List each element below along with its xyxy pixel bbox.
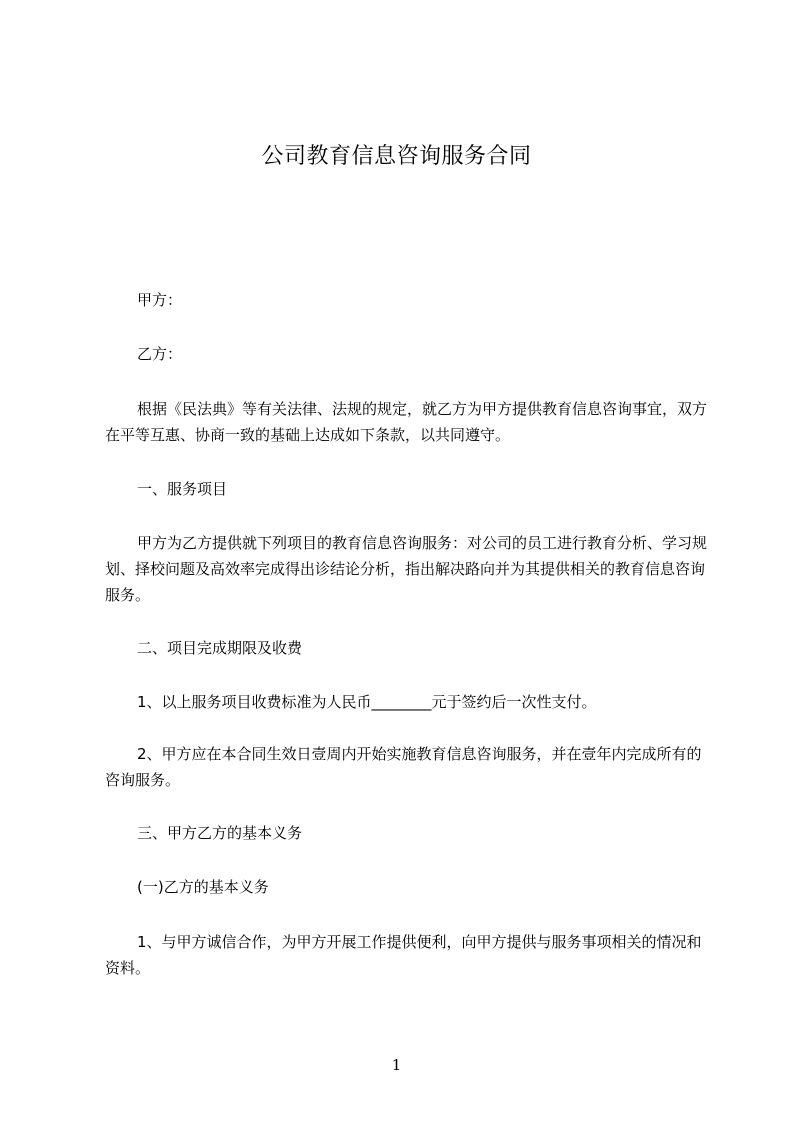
party-b-line: 乙方： (137, 345, 183, 363)
section-3-heading: 三、甲方乙方的基本义务 (137, 824, 303, 842)
document-title: 公司教育信息咨询服务合同 (261, 144, 532, 169)
section-2-heading: 二、项目完成期限及收费 (137, 639, 303, 657)
section-3-sub-1-item-1: 1、与甲方诚信合作，为甲方开展工作提供便利，向甲方提供与服务事项相关的情况和资料。 (105, 933, 702, 977)
section-2-item-2: 2、甲方应在本合同生效日壹周内开始实施教育信息咨询服务，并在壹年内完成所有的咨询服务。 (105, 745, 702, 789)
section-3-sub-1-heading: (一)乙方的基本义务 (137, 878, 269, 896)
section-2-item-1: 1、以上服务项目收费标准为人民币________元于签约后一次性支付。 (137, 693, 597, 711)
page-number: 1 (391, 1056, 402, 1074)
party-a-line: 甲方： (137, 291, 183, 309)
preamble-paragraph: 根据《民法典》等有关法律、法规的规定，就乙方为甲方提供教育信息咨询事宜，双方在平等互惠、协商一致的基础上达成如下条款，以共同遵守。 (105, 400, 708, 444)
section-1-heading: 一、服务项目 (137, 480, 228, 498)
section-1-body: 甲方为乙方提供就下列项目的教育信息咨询服务：对公司的员工进行教育分析、学习规划、择校问题及高效率完成得出诊结论分析，指出解决路向并为其提供相关的教育信息咨询服务。 (105, 534, 708, 604)
